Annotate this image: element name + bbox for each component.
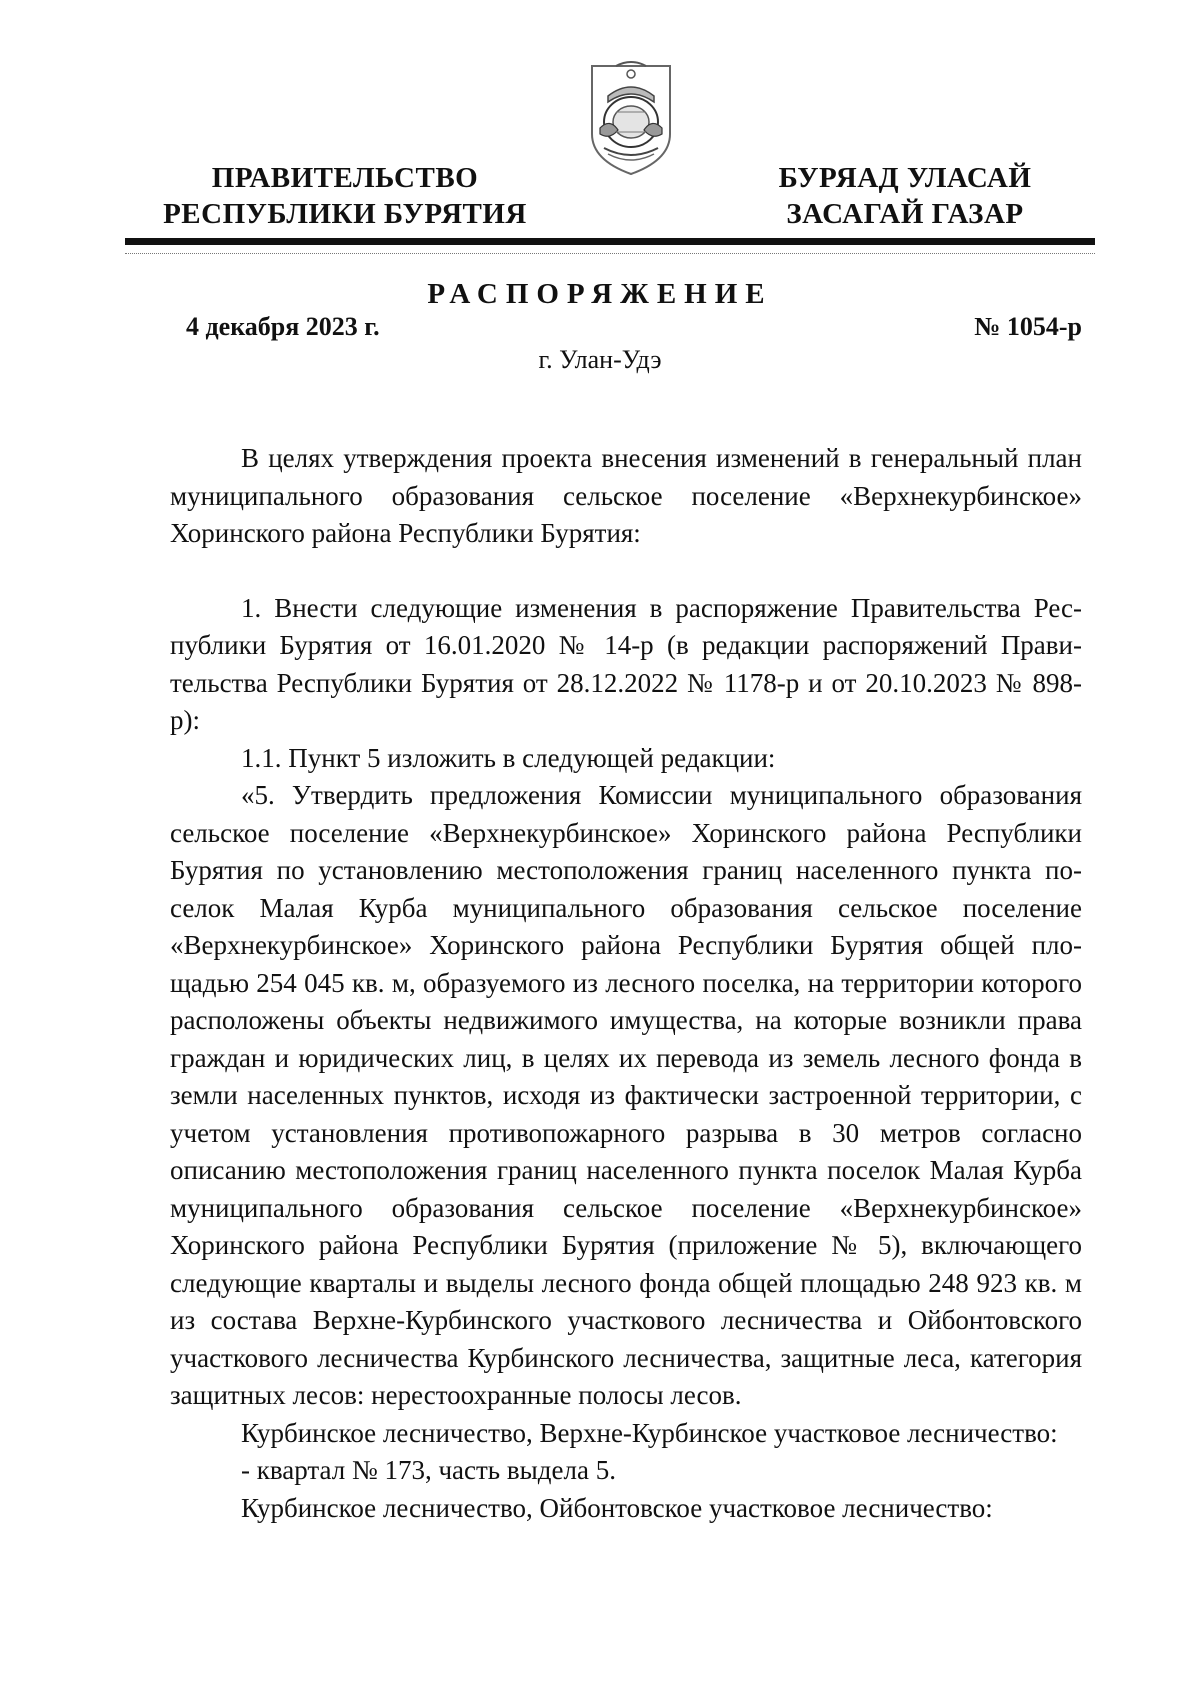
org-name-buryat-line2: ЗАСАГАЙ ГАЗАР	[786, 198, 1024, 230]
coat-of-arms	[586, 56, 676, 178]
forestry-2-paragraph: Курбинское лесничество, Ойбонтовское участковое лесничество:	[241, 1492, 993, 1523]
item-1-paragraph: 1. Внести следующие изменения в распоряжение Правительства Республики Бурятия от 16.01.2020 № 14-р (в редакции распоряжений Правительства Республики Бурятия от 28.12.2022 № 1178-р и от 20.10.2023 № 898-р):	[170, 592, 1082, 735]
buryatia-coat-of-arms-icon	[586, 56, 676, 178]
quarter-1-paragraph: - квартал № 173, часть выдела 5.	[241, 1455, 616, 1485]
header-divider-thick	[125, 238, 1095, 245]
document-body	[170, 440, 1082, 1527]
document-date: 4 декабря 2023 г.	[186, 312, 380, 341]
org-name-russian-line2: РЕСПУБЛИКИ БУРЯТИЯ	[163, 198, 527, 230]
document-title: РАСПОРЯЖЕНИЕ	[427, 278, 773, 310]
org-name-russian-line1: ПРАВИТЕЛЬСТВО	[211, 162, 479, 194]
preamble-paragraph: В целях утверждения проекта внесения изменений в генеральный план муниципального образования сельское поселение «Верхнекурбинское» Хоринского района Республики Бурятия:	[170, 443, 1082, 548]
forestry-1-paragraph: Курбинское лесничество, Верхне-Курбинское участковое лесничество:	[241, 1417, 1058, 1448]
org-name-buryat	[735, 160, 1075, 232]
org-name-russian	[130, 160, 560, 232]
item-1-1-paragraph: 1.1. Пункт 5 изложить в следующей редакции:	[241, 742, 776, 773]
header-divider-thin	[125, 253, 1095, 255]
document-city: г. Улан-Удэ	[538, 345, 662, 374]
org-name-buryat-line1: БУРЯАД УЛАСАЙ	[778, 162, 1032, 194]
item-5-paragraph: «5. Утвердить предложения Комиссии муниципального образования сельское поселение «Верхнекурбинское» Хоринского района Республики Бурятия по установлению местоположения границ населенного пункта поселок Малая Курба муниципального образования сельское поселение «Верхнекурбинское» Хоринского района Республики Бурятия общей площадью 254 045 кв. м, образуемого из лесного поселка, на территории которого расположены объекты недвижимого имущества, на которые возникли права граждан и юридических лиц, в целях их перевода из земель лесного фонда в земли населенных пунктов, исходя из фактически застроенной территории, с учетом установления противопожарного разрыва в 30 метров согласно описанию местоположения границ населенного пункта поселок Малая Курба муниципального образования сельское поселение «Верхнекурбинское» Хоринского района Республики Бурятия (приложение № 5), включающего следующие кварталы и выделы лесного фонда общей площадью 248 923 кв. м из состава Верхне-Курбинского участкового лесничества и Ойбонтовского участкового лесничества Курбинского лесничества, защитные леса, категория защитных лесов: нерестоохранные полосы лесов.	[170, 780, 1082, 1410]
document-number: № 1054-р	[974, 312, 1082, 341]
